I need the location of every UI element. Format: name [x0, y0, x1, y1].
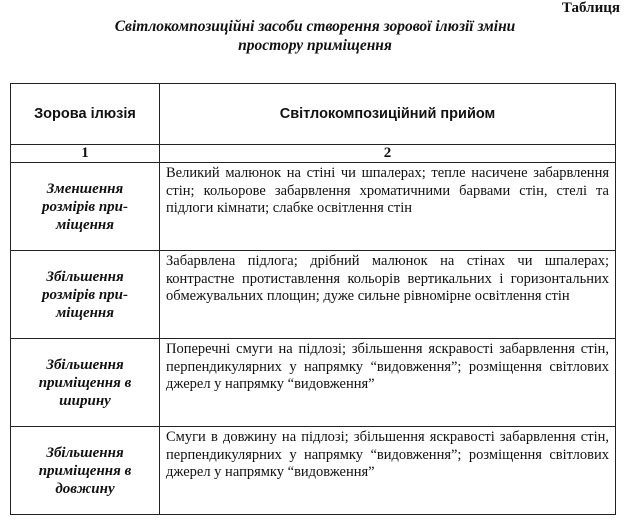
title-line-2: простору приміщення: [238, 37, 392, 54]
illusion-cell: Збільшення розмірів при- міщення: [11, 251, 160, 339]
table-label: Таблиця: [561, 0, 620, 16]
table-row: [11, 163, 616, 251]
column-number-1: 1: [11, 145, 160, 163]
technique-cell: Забарвлена підлога; дрібний малюнок на стінах чи шпалерах; контрастне протиставлення кольорів вертикальних і горизонтальних обмежувальних площин; дуже сильне рівномірне освітлення стін: [160, 251, 616, 339]
technique-cell: Поперечні смуги на підлозі; збільшення яскравості забарвлення стін, перпендикулярних у напрямку “видовження”; розміщення світлових джерел у напрямку “видовження”: [160, 339, 616, 427]
illusion-cell: Збільшення приміщення в ширину: [11, 339, 160, 427]
illusion-table: [10, 83, 616, 515]
column-number-2: 2: [160, 145, 616, 163]
table-row: [11, 427, 616, 515]
illusion-cell: Збільшення приміщення в довжину: [11, 427, 160, 515]
column-number-row: [11, 145, 616, 163]
header-illusion: Зорова ілюзія: [11, 84, 160, 145]
header-row: [11, 84, 616, 145]
illusion-cell: Зменшення розмірів при- міщення: [11, 163, 160, 251]
technique-cell: Смуги в довжину на підлозі; збільшення яскравості забарвлення стін, перпендикулярних у напрямку “видовження”; розміщення світлових джерел у напрямку “видовження”: [160, 427, 616, 515]
table-title: [0, 17, 630, 55]
header-technique: Світлокомпозиційний прийом: [160, 84, 616, 145]
title-line-1: Світлокомпозиційні засоби створення зорової ілюзії зміни: [114, 18, 516, 35]
technique-cell: Великий малюнок на стіні чи шпалерах; тепле насичене забарвлення стін; кольорове забарвлення хроматичними барвами стін, стелі та підлоги кімнати; слабке освітлення стін: [160, 163, 616, 251]
table-row: [11, 339, 616, 427]
table-row: [11, 251, 616, 339]
